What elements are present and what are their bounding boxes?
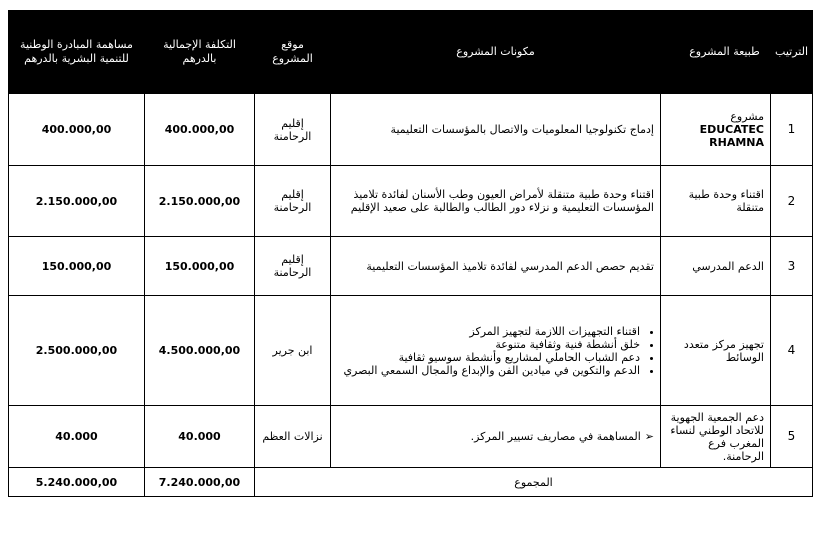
cell-total-cost: 2.150.000,00 (145, 166, 255, 237)
header-nature: طبيعة المشروع (661, 11, 771, 94)
cell-rank: 1 (771, 94, 813, 166)
table-row (9, 406, 813, 468)
total-cost: 7.240.000,00 (145, 468, 255, 497)
cell-total-cost: 40.000 (145, 406, 255, 468)
header-row (9, 11, 813, 94)
nature-brand-line-1: EDUCATEC (699, 123, 764, 136)
table-row (9, 296, 813, 406)
cell-site: إقليم الرحامنة (255, 237, 331, 296)
nature-brand-line-2: RHAMNA (709, 136, 764, 149)
cell-indh-contribution: 400.000,00 (9, 94, 145, 166)
cell-total-cost: 400.000,00 (145, 94, 255, 166)
cell-nature (661, 94, 771, 166)
cell-nature: دعم الجمعية الجهوية للاتحاد الوطني لنساء المغرب فرع الرحامنة. (661, 406, 771, 468)
header-indh-contribution: مساهمة المبادرة الوطنية للتنمية البشرية بالدرهم (9, 11, 145, 94)
cell-components: إدماج تكنولوجيا المعلوميات والاتصال بالمؤسسات التعليمية (331, 94, 661, 166)
table-row (9, 237, 813, 296)
components-text: المساهمة في مصاريف تسيير المركز. (470, 430, 641, 443)
total-row (9, 468, 813, 497)
list-item: • دعم الشباب الحاملي لمشاريع وأنشطة سوسيو ثقافية (337, 351, 640, 364)
components-list (337, 325, 654, 377)
total-label: المجموع (255, 468, 813, 497)
cell-indh-contribution: 2.500.000,00 (9, 296, 145, 406)
total-indh-contribution: 5.240.000,00 (9, 468, 145, 497)
cell-indh-contribution: 40.000 (9, 406, 145, 468)
table-row (9, 166, 813, 237)
cell-nature: تجهيز مركز متعدد الوسائط (661, 296, 771, 406)
projects-table (8, 10, 813, 497)
cell-total-cost: 150.000,00 (145, 237, 255, 296)
arrow-bullet-icon: ➢ (644, 430, 654, 443)
cell-site: ابن جرير (255, 296, 331, 406)
table-row (9, 94, 813, 166)
list-item: • اقتناء التجهيزات اللازمة لتجهيز المركز (337, 325, 640, 338)
cell-rank: 5 (771, 406, 813, 468)
cell-rank: 2 (771, 166, 813, 237)
cell-components (331, 296, 661, 406)
cell-nature: الدعم المدرسي (661, 237, 771, 296)
cell-components (331, 406, 661, 468)
cell-rank: 4 (771, 296, 813, 406)
cell-components: تقديم حصص الدعم المدرسي لفائدة تلاميذ المؤسسات التعليمية (331, 237, 661, 296)
cell-site: إقليم الرحامنة (255, 166, 331, 237)
list-item: • خلق أنشطة فنية وثقافية متنوعة (337, 338, 640, 351)
header-site: موقع المشروع (255, 11, 331, 94)
cell-components: اقتناء وحدة طبية متنقلة لأمراض العيون وطب الأسنان لفائدة تلاميذ المؤسسات التعليمية و نزلاء دور الطالب والطالبة على صعيد الإقليم (331, 166, 661, 237)
header-total-cost: التكلفة الإجمالية بالدرهم (145, 11, 255, 94)
header-rank: الترتيب (771, 11, 813, 94)
header-components: مكونات المشروع (331, 11, 661, 94)
cell-indh-contribution: 150.000,00 (9, 237, 145, 296)
cell-site: إقليم الرحامنة (255, 94, 331, 166)
cell-indh-contribution: 2.150.000,00 (9, 166, 145, 237)
cell-rank: 3 (771, 237, 813, 296)
nature-label: مشروع (730, 110, 764, 123)
cell-nature: اقتناء وحدة طبية متنقلة (661, 166, 771, 237)
cell-site: نزالات العظم (255, 406, 331, 468)
list-item: • الدعم والتكوين في ميادين الفن والإبداع والمجال السمعي البصري (337, 364, 640, 377)
cell-total-cost: 4.500.000,00 (145, 296, 255, 406)
